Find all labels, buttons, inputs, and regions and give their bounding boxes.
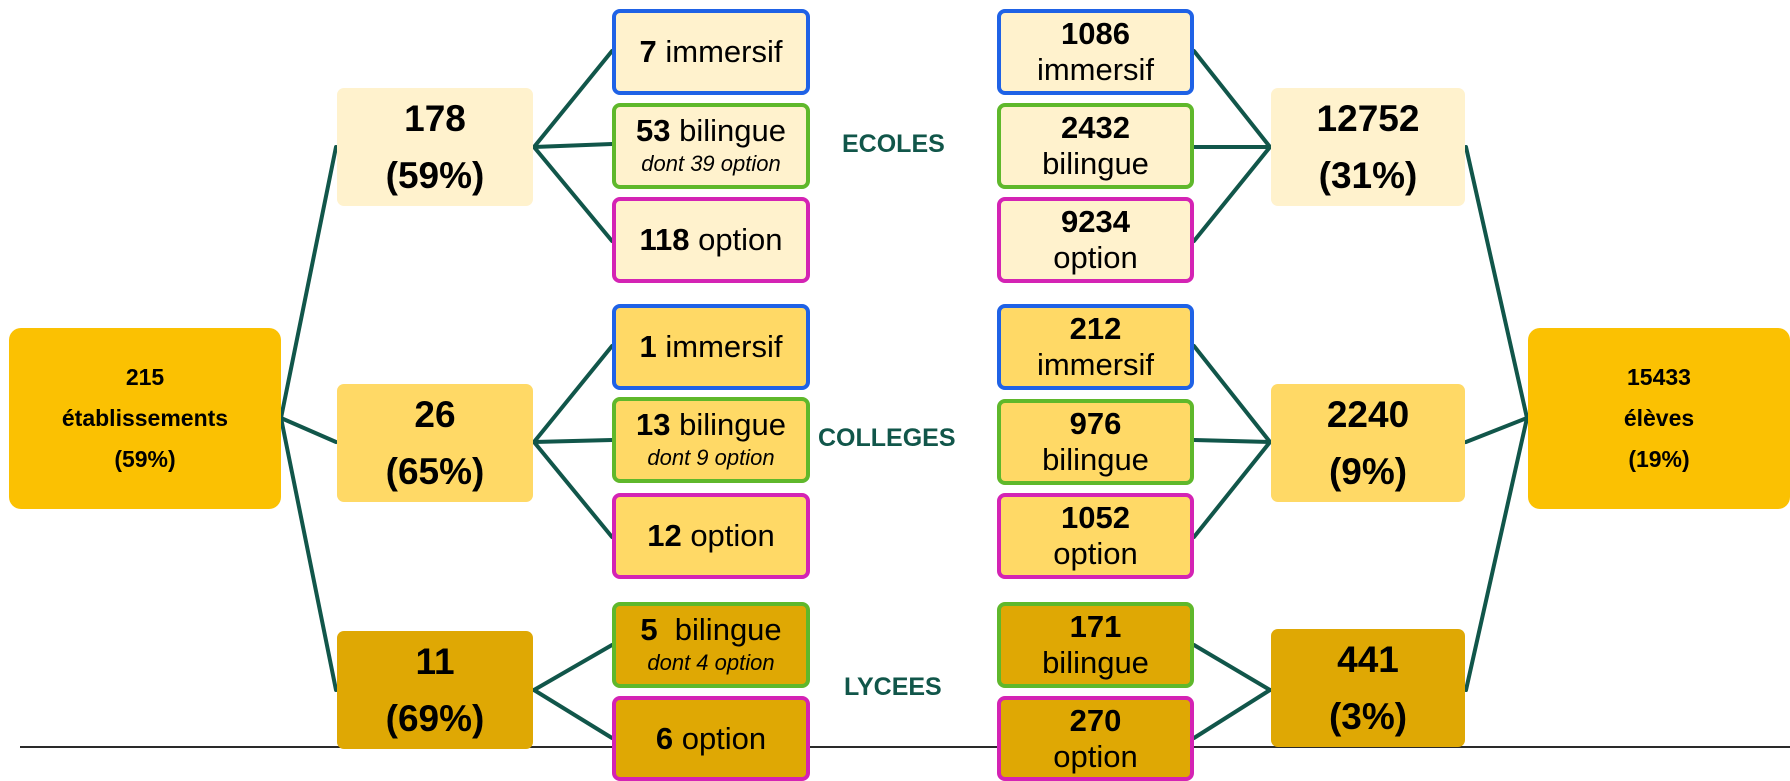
students-ecoles-pct: (31%)	[1318, 155, 1418, 196]
establishments-ecoles-option-text: option	[698, 222, 783, 257]
students-total-pct: (19%)	[1628, 446, 1690, 472]
edge-ecoles-immersif	[534, 51, 612, 147]
edge-s-lycees-option	[1194, 690, 1270, 738]
students-lycees-option-num: 270	[1069, 702, 1122, 738]
establishments-ecoles-immersif-text: immersif	[665, 34, 783, 69]
edge-ecoles-option	[534, 147, 612, 241]
establishments-colleges-pct: (65%)	[385, 451, 485, 492]
node-establishments-lycees-bilingue	[612, 602, 810, 688]
node-students-colleges-option	[997, 493, 1194, 579]
node-students-ecoles-bilingue	[997, 103, 1194, 189]
node-establishments-colleges-bilingue	[612, 397, 810, 483]
students-ecoles-count: 12752	[1316, 98, 1420, 139]
students-colleges-immersif-num: 212	[1069, 311, 1122, 346]
level-label-colleges: COLLEGES	[818, 424, 956, 452]
students-ecoles-bilingue-text: bilingue	[1042, 146, 1149, 181]
establishments-colleges-option-num: 12	[647, 518, 682, 553]
establishments-lycees-count: 11	[415, 641, 455, 682]
node-establishments-lycees	[337, 631, 533, 749]
edge-s-lycees-bilingue	[1194, 645, 1270, 690]
edge-s-ecoles-total	[1466, 147, 1527, 418]
establishments-lycees-bilingue-text: bilingue	[674, 612, 782, 647]
establishments-ecoles-immersif-num: 7	[639, 34, 657, 69]
establishments-colleges-bilingue-note: dont 9 option	[647, 445, 775, 470]
edge-root-lycees	[281, 418, 336, 690]
node-students-ecoles-option	[997, 197, 1194, 283]
edge-s-colleges-immersif	[1194, 346, 1270, 442]
students-total-count: 15433	[1627, 364, 1691, 390]
node-establishments-ecoles-immersif	[612, 9, 810, 95]
students-colleges-count: 2240	[1326, 394, 1410, 435]
edge-s-colleges-option	[1194, 442, 1270, 537]
establishments-lycees-pct: (69%)	[385, 698, 485, 739]
students-lycees-option-text: option	[1053, 738, 1138, 774]
node-students-lycees-option	[997, 696, 1194, 781]
students-colleges-bilingue-text: bilingue	[1042, 442, 1149, 477]
edge-colleges-immersif	[534, 346, 612, 442]
node-students-lycees-bilingue	[997, 602, 1194, 688]
establishments-lycees-bilingue-num: 5	[640, 612, 658, 647]
edge-ecoles-bilingue	[534, 144, 612, 147]
edge-s-colleges-bilingue	[1194, 440, 1270, 442]
node-establishments-ecoles-option	[612, 197, 810, 283]
node-students-lycees	[1271, 629, 1465, 747]
establishments-ecoles-bilingue-num: 53	[636, 113, 671, 148]
node-students-ecoles	[1271, 88, 1465, 206]
students-total-label: élèves	[1623, 405, 1695, 431]
students-lycees-count: 441	[1337, 639, 1399, 680]
establishments-colleges-count: 26	[414, 394, 456, 435]
establishments-ecoles-bilingue-note: dont 39 option	[641, 151, 781, 176]
establishments-ecoles-pct: (59%)	[385, 155, 485, 196]
node-establishments-colleges	[337, 384, 533, 502]
students-colleges-option-num: 1052	[1061, 500, 1130, 535]
students-colleges-pct: (9%)	[1328, 451, 1408, 492]
students-lycees-bilingue-text: bilingue	[1042, 645, 1149, 680]
students-colleges-option-text: option	[1053, 536, 1138, 571]
edge-colleges-bilingue	[534, 440, 612, 442]
node-establishments-ecoles-bilingue	[612, 103, 810, 189]
establishments-lycees-bilingue-note: dont 4 option	[647, 650, 775, 675]
students-ecoles-option-num: 9234	[1061, 204, 1130, 239]
edge-s-ecoles-immersif	[1194, 51, 1270, 147]
students-colleges-bilingue-num: 976	[1069, 406, 1122, 441]
node-establishments-colleges-immersif	[612, 304, 810, 390]
establishments-colleges-option-text: option	[690, 518, 775, 553]
edge-root-ecoles	[281, 147, 336, 418]
students-colleges-immersif-text: immersif	[1036, 347, 1155, 382]
node-establishments-ecoles	[337, 88, 533, 206]
establishments-colleges-immersif-num: 1	[639, 329, 657, 364]
establishments-ecoles-option-num: 118	[639, 222, 690, 257]
level-label-lycees: LYCEES	[844, 673, 942, 701]
edge-s-colleges-total	[1466, 418, 1527, 442]
establishments-ecoles-count: 178	[404, 98, 466, 139]
node-establishments-total	[9, 328, 281, 509]
establishments-colleges-bilingue-text: bilingue	[679, 407, 786, 442]
edge-lycees-bilingue	[534, 645, 612, 690]
node-establishments-colleges-option	[612, 493, 810, 579]
edge-s-lycees-total	[1466, 418, 1527, 690]
node-students-colleges-bilingue	[997, 399, 1194, 485]
students-ecoles-bilingue-num: 2432	[1061, 110, 1130, 145]
students-lycees-pct: (3%)	[1328, 696, 1408, 737]
students-ecoles-immersif-num: 1086	[1061, 16, 1130, 51]
establishments-colleges-bilingue-num: 13	[636, 407, 671, 442]
establishments-ecoles-bilingue-text: bilingue	[679, 113, 786, 148]
establishments-lycees-option-text: option	[681, 720, 767, 756]
establishments-total-pct: (59%)	[114, 446, 176, 472]
node-students-total	[1528, 328, 1790, 509]
edge-s-ecoles-option	[1194, 147, 1270, 241]
node-students-colleges	[1271, 384, 1465, 502]
edge-root-colleges	[281, 418, 336, 442]
establishments-total-count: 215	[125, 364, 165, 390]
node-students-colleges-immersif	[997, 304, 1194, 390]
students-ecoles-immersif-text: immersif	[1036, 52, 1155, 87]
node-students-ecoles-immersif	[997, 9, 1194, 95]
edge-lycees-option	[534, 690, 612, 738]
establishments-colleges-immersif-text: immersif	[665, 329, 783, 364]
edge-colleges-option	[534, 442, 612, 537]
establishments-total-label: établissements	[61, 405, 229, 431]
students-ecoles-option-text: option	[1053, 240, 1138, 275]
baseline-rule	[20, 746, 1790, 748]
students-lycees-bilingue-num: 171	[1069, 609, 1122, 644]
establishments-lycees-option-num: 6	[655, 720, 674, 756]
node-establishments-lycees-option	[612, 696, 810, 781]
level-label-ecoles: ECOLES	[842, 130, 945, 158]
